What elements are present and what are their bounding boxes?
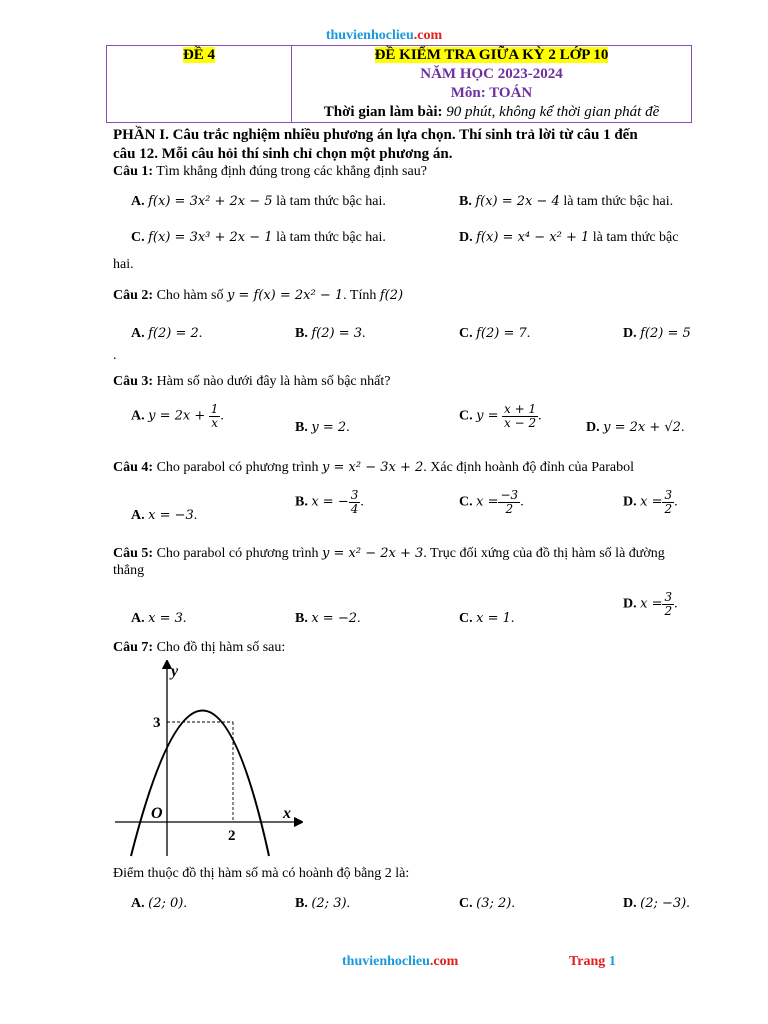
option-label: C. <box>459 896 473 911</box>
option-label: C. <box>459 408 473 424</box>
q1-option-b[interactable] <box>459 194 673 210</box>
parabola-graph <box>113 660 303 860</box>
option-label: C. <box>459 326 473 341</box>
site-domain: .com <box>413 28 443 43</box>
q5-text2: . Trục đối xứng của đồ thị hàm số là đường <box>423 546 665 561</box>
q7-text: Cho đồ thị hàm số sau: <box>153 640 286 655</box>
q4-d-fraction <box>662 489 674 516</box>
q3-d-expr: y = 2x + √2 <box>603 420 681 435</box>
q1-option-d[interactable] <box>459 230 678 246</box>
q5-d-fraction <box>662 591 674 618</box>
footer-site <box>342 954 458 970</box>
q2-text: Cho hàm số <box>153 288 224 303</box>
exam-code-cell <box>107 46 292 123</box>
option-label: A. <box>131 194 145 209</box>
q2-option-d[interactable] <box>623 326 691 342</box>
fraction-denominator: 2 <box>664 502 673 516</box>
fraction-numerator: −3 <box>500 488 519 502</box>
q7-option-c[interactable]: C. (3; 2). <box>459 896 515 911</box>
q5-option-b[interactable]: B. x = −2. <box>295 611 361 626</box>
q2-text2: . Tính <box>343 288 377 303</box>
y-mark-label: 3 <box>153 715 161 731</box>
option-label: B. <box>295 896 308 911</box>
origin-label: O <box>151 805 163 822</box>
fraction-denominator: 2 <box>505 502 514 516</box>
fraction-numerator: 3 <box>664 488 673 502</box>
page-label: Trang <box>569 954 606 969</box>
option-label: B. <box>295 494 308 510</box>
q7-option-b[interactable]: B. (2; 3). <box>295 896 351 911</box>
part1-line2: câu 12. Mỗi câu hỏi thí sinh chỉ chọn một phương án. <box>113 146 453 162</box>
option-label: B. <box>295 611 308 626</box>
q3-option-c[interactable]: C. y = $\frac{x + 1}{x - 2}$ . <box>459 402 542 430</box>
option-label: A. <box>131 408 145 424</box>
part1-heading <box>113 126 638 164</box>
q1-c-tail: là tam thức bậc hai. <box>276 230 386 245</box>
q5-expr: y = x² − 2x + 3 <box>322 546 424 561</box>
footer-site-domain: .com <box>429 954 459 969</box>
fraction-denominator: x <box>211 416 218 430</box>
option-label: A. <box>131 326 145 341</box>
q2-option-b[interactable]: B. f(2) = 3. <box>295 326 366 341</box>
option-label: D. <box>586 420 600 435</box>
q1-c-expr: f(x) = 3x³ + 2x − 1 <box>148 230 273 245</box>
q1-b-tail: là tam thức bậc hai. <box>563 194 674 209</box>
q5-label: Câu 5: <box>113 546 154 561</box>
exam-title: ĐỀ KIỂM TRA GIỮA KỲ 2 LỚP 10 <box>374 47 609 63</box>
q1-text: Tìm khẳng định đúng trong các khẳng định sau? <box>153 164 427 179</box>
option-label: B. <box>295 326 308 341</box>
option-label: C. <box>131 230 145 245</box>
q3-option-d[interactable]: D. y = 2x + √2. <box>586 420 685 435</box>
exam-title-cell <box>292 46 692 123</box>
q5-option-c[interactable]: C. x = 1. <box>459 611 515 626</box>
fraction-denominator: x − 2 <box>504 416 537 430</box>
q5-stem-wrap: thẳng <box>113 563 145 578</box>
q3-a-fraction <box>209 403 221 430</box>
q1-a-tail: là tam thức bậc hai. <box>276 194 386 209</box>
option-label: D. <box>623 494 637 510</box>
q3-b-expr: y = 2 <box>311 420 347 435</box>
q7-prompt: Điểm thuộc đồ thị hàm số mà có hoành độ bằng 2 là: <box>113 866 410 881</box>
q3-label: Câu 3: <box>113 374 154 389</box>
q5-c-expr: x = 1 <box>476 611 511 626</box>
q1-stem <box>113 164 427 180</box>
q4-c-pre: x = <box>476 494 499 510</box>
option-label: C. <box>459 494 473 510</box>
fraction-numerator: 3 <box>664 590 673 604</box>
fraction-numerator: 1 <box>210 402 219 416</box>
q2-c-expr: f(2) = 7 <box>476 326 527 341</box>
q3-c-pre: y = <box>476 408 499 424</box>
q2-expr2: f(2) <box>379 288 404 303</box>
q2-stem <box>113 288 403 304</box>
q7-b-expr: (2; 3) <box>311 896 347 911</box>
q5-option-d[interactable]: D. x = $\frac{3}{2}$ . <box>623 590 678 618</box>
q7-option-d[interactable]: D. (2; −3). <box>623 896 690 911</box>
q1-d-tail: là tam thức bậc <box>592 230 679 245</box>
q4-b-fraction <box>349 489 361 516</box>
fraction-numerator: 3 <box>350 488 359 502</box>
site-header <box>0 28 768 44</box>
q4-option-d[interactable]: D. x = $\frac{3}{2}$ . <box>623 488 678 516</box>
option-label: B. <box>295 420 308 435</box>
time-label: Thời gian làm bài: <box>323 104 443 120</box>
q3-stem <box>113 374 390 390</box>
part1-line1: PHẦN I. Câu trắc nghiệm nhiều phương án lựa chọn. Thí sinh trả lời từ câu 1 đến <box>113 127 638 143</box>
q4-stem <box>113 460 634 476</box>
q3-text: Hàm số nào dưới đây là hàm số bậc nhất? <box>153 374 391 389</box>
q5-stem <box>113 546 665 562</box>
q1-d-expr: f(x) = x⁴ − x² + 1 <box>476 230 590 245</box>
exam-subject: Môn: TOÁN <box>450 85 533 101</box>
q1-b-expr: f(x) = 2x − 4 <box>475 194 560 209</box>
option-label: D. <box>623 896 637 911</box>
option-label: B. <box>459 194 472 209</box>
q2-d-expr: f(2) = 5 <box>640 326 691 341</box>
q7-stem <box>113 640 285 656</box>
site-name: thuvienhoclieu <box>325 28 414 43</box>
q2-a-expr: f(2) = 2 <box>148 326 199 341</box>
stray-dot: . <box>113 348 117 363</box>
footer-site-name: thuvienhoclieu <box>342 954 430 969</box>
q4-option-a[interactable]: A. x = −3. <box>131 508 198 523</box>
exam-year: NĂM HỌC 2023-2024 <box>420 66 563 82</box>
q5-a-expr: x = 3 <box>148 611 183 626</box>
option-label: D. <box>623 596 637 612</box>
q4-c-fraction <box>498 489 520 516</box>
option-label: A. <box>131 611 145 626</box>
q4-option-c[interactable]: C. x = $\frac{-3}{2}$ . <box>459 488 524 516</box>
q4-option-b[interactable]: B. x = − $\frac{3}{4}$ . <box>295 488 364 516</box>
q4-expr: y = x² − 3x + 2 <box>322 460 424 475</box>
option-label: D. <box>459 230 473 245</box>
q7-d-expr: (2; −3) <box>640 896 687 911</box>
exam-header-table <box>106 45 692 123</box>
q1-option-a[interactable] <box>131 194 386 210</box>
fraction-numerator: x + 1 <box>504 402 537 416</box>
q1-label: Câu 1: <box>113 164 154 179</box>
q1-a-expr: f(x) = 3x² + 2x − 5 <box>148 194 273 209</box>
q5-text: Cho parabol có phương trình <box>153 546 319 561</box>
exam-code: ĐỀ 4 <box>182 47 216 63</box>
q4-a-expr: x = −3 <box>148 508 194 523</box>
page-num: 1 <box>608 954 616 969</box>
q2-expr: y = f(x) = 2x² − 1 <box>226 288 344 303</box>
q5-option-a[interactable]: A. x = 3. <box>131 611 187 626</box>
q5-b-expr: x = −2 <box>311 611 357 626</box>
q7-label: Câu 7: <box>113 640 154 655</box>
x-axis-label: x <box>283 805 291 822</box>
q2-option-a[interactable]: A. f(2) = 2. <box>131 326 203 341</box>
time-value: 90 phút, không kể thời gian phát đề <box>446 104 660 120</box>
q4-d-pre: x = <box>640 494 663 510</box>
option-label: A. <box>131 896 145 911</box>
exam-time <box>292 103 691 122</box>
q4-text: Cho parabol có phương trình <box>153 460 319 475</box>
fraction-denominator: 2 <box>664 604 673 618</box>
q4-text2: . Xác định hoành độ đỉnh của Parabol <box>423 460 634 475</box>
q7-c-expr: (3; 2) <box>476 896 512 911</box>
q3-a-pre: y = 2x + <box>148 408 206 424</box>
q1-option-c[interactable] <box>131 230 386 246</box>
q5-d-pre: x = <box>640 596 663 612</box>
x-mark-label: 2 <box>228 828 236 844</box>
parabola-curve <box>131 711 269 857</box>
q3-option-b[interactable]: B. y = 2. <box>295 420 350 435</box>
q7-a-expr: (2; 0) <box>148 896 184 911</box>
page-number <box>569 954 616 970</box>
fraction-denominator: 4 <box>350 502 359 516</box>
q7-option-a[interactable]: A. (2; 0). <box>131 896 187 911</box>
option-label: C. <box>459 611 473 626</box>
q2-b-expr: f(2) = 3 <box>311 326 362 341</box>
q3-option-a[interactable]: A. y = 2x + $\frac{1}{x}$ . <box>131 402 224 430</box>
q4-label: Câu 4: <box>113 460 154 475</box>
option-label: D. <box>623 326 637 341</box>
option-label: A. <box>131 508 145 523</box>
q2-label: Câu 2: <box>113 288 154 303</box>
y-axis-label: y <box>171 663 179 680</box>
q3-c-fraction <box>502 403 538 430</box>
q2-option-c[interactable]: C. f(2) = 7. <box>459 326 531 341</box>
q4-b-pre: x = − <box>311 494 349 510</box>
q1-d-wrap: hai. <box>113 257 134 272</box>
